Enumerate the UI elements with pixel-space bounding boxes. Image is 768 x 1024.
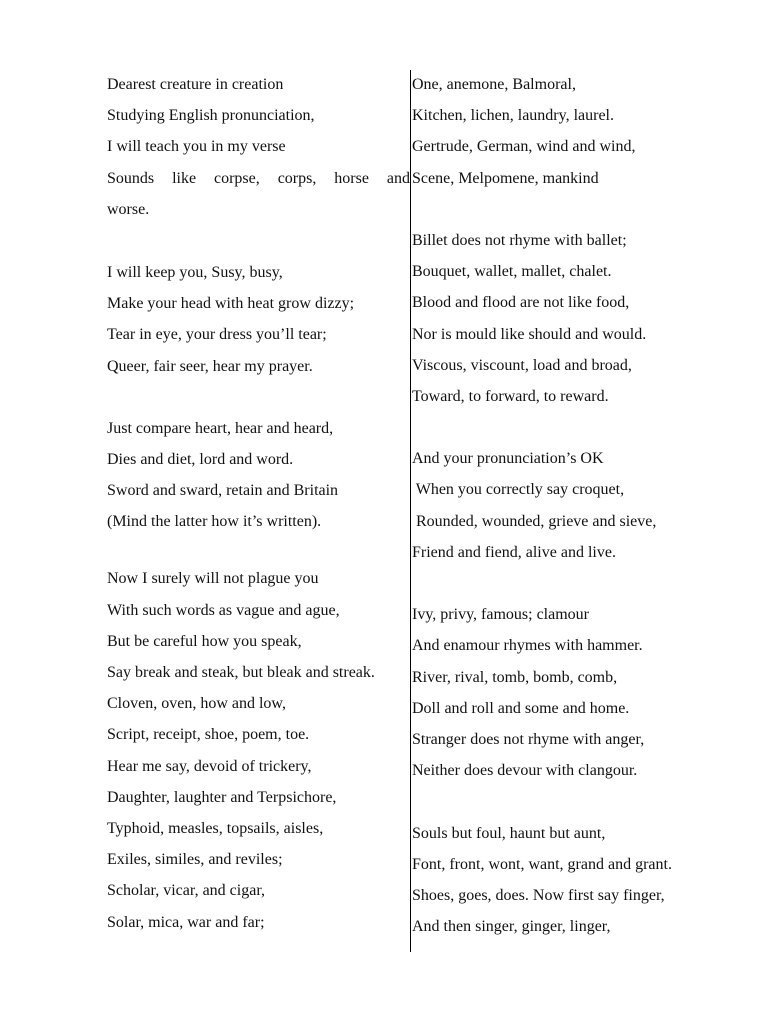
poem-line: Scene, Melpomene, mankind — [412, 169, 599, 187]
poem-line: Sounds like corpse, corps, horse and — [107, 169, 410, 187]
stanza-gap — [107, 537, 410, 563]
poem-line: Bouquet, wallet, mallet, chalet. — [412, 263, 612, 281]
poem-line: Exiles, similes, and reviles; — [107, 851, 283, 869]
poem-line: Say break and steak, but bleak and streak. — [107, 664, 375, 682]
poem-line: And your pronunciation’s OK — [412, 450, 604, 468]
poem-line: Toward, to forward, to reward. — [412, 387, 609, 405]
poem-line: Just compare heart, hear and heard, — [107, 419, 334, 437]
poem-line: I will teach you in my verse — [107, 138, 286, 156]
poem-line: One, anemone, Balmoral, — [412, 76, 576, 93]
poem-left-column — [107, 69, 410, 938]
stanza-gap — [412, 786, 712, 817]
poem-line: Souls but foul, haunt but aunt, — [412, 824, 606, 842]
left-stanza-3 — [107, 413, 410, 538]
left-stanza-1 — [107, 69, 410, 225]
poem-line: Kitchen, lichen, laundry, laurel. — [412, 107, 614, 125]
poem-line: But be careful how you speak, — [107, 632, 302, 650]
poem-line: Dies and diet, lord and word. — [107, 450, 294, 468]
poem-line: Typhoid, measles, topsails, aisles, — [107, 819, 324, 837]
poem-line: Gertrude, German, wind and wind, — [412, 138, 636, 156]
poem-line: Solar, mica, war and far; — [107, 913, 265, 931]
poem-line: (Mind the latter how it’s written). — [107, 513, 322, 531]
left-stanza-4 — [107, 563, 410, 937]
stanza-gap — [107, 382, 410, 413]
poem-line: Script, receipt, shoe, poem, toe. — [107, 726, 310, 744]
poem-line: Rounded, wounded, grieve and sieve, — [412, 512, 657, 530]
poem-line: Dearest creature in creation — [107, 76, 284, 93]
poem-line: Make your head with heat grow dizzy; — [107, 295, 355, 313]
poem-line: Font, front, wont, want, grand and grant. — [412, 855, 672, 873]
poem-line: Nor is mould like should and would. — [412, 325, 647, 343]
poem-line: Doll and roll and some and home. — [412, 699, 630, 717]
poem-line: River, rival, tomb, bomb, comb, — [412, 668, 618, 686]
poem-line: Blood and flood are not like food, — [412, 294, 630, 312]
stanza-gap — [412, 568, 712, 599]
poem-line: Hear me say, devoid of trickery, — [107, 757, 312, 775]
poem-line: Queer, fair seer, hear my prayer. — [107, 357, 313, 375]
poem-line: worse. — [107, 200, 150, 218]
poem-line: Friend and fiend, alive and live. — [412, 543, 616, 561]
column-divider — [410, 70, 411, 952]
poem-right-column — [412, 69, 712, 942]
poem-line: Ivy, privy, famous; clamour — [412, 606, 589, 624]
stanza-gap — [412, 412, 712, 443]
poem-line: And then singer, ginger, linger, — [412, 918, 611, 936]
poem-line: When you correctly say croquet, — [412, 481, 625, 499]
right-stanza-2 — [412, 225, 712, 412]
right-stanza-5 — [412, 818, 712, 943]
poem-line: Studying English pronunciation, — [107, 107, 315, 125]
poem-line: Daughter, laughter and Terpsichore, — [107, 788, 337, 806]
poem-line: Stranger does not rhyme with anger, — [412, 730, 645, 748]
poem-line: Cloven, oven, how and low, — [107, 695, 286, 713]
poem-line: Scholar, vicar, and cigar, — [107, 882, 266, 900]
stanza-gap — [412, 194, 712, 225]
poem-line: Sword and sward, retain and Britain — [107, 482, 339, 500]
poem-line: Billet does not rhyme with ballet; — [412, 231, 627, 249]
poem-line: I will keep you, Susy, busy, — [107, 263, 283, 281]
right-stanza-1 — [412, 69, 712, 194]
poem-line: Now I surely will not plague you — [107, 570, 319, 588]
poem-line: And enamour rhymes with hammer. — [412, 637, 643, 655]
poem-line: Shoes, goes, does. Now first say finger, — [412, 886, 665, 904]
poem-line: Neither does devour with clangour. — [412, 762, 638, 780]
poem-line: With such words as vague and ague, — [107, 601, 340, 619]
poem-line: Viscous, viscount, load and broad, — [412, 356, 632, 374]
right-stanza-4 — [412, 599, 712, 786]
stanza-gap — [107, 225, 410, 257]
left-stanza-2 — [107, 257, 410, 382]
right-stanza-3 — [412, 443, 712, 568]
poem-line: Tear in eye, your dress you’ll tear; — [107, 326, 327, 344]
